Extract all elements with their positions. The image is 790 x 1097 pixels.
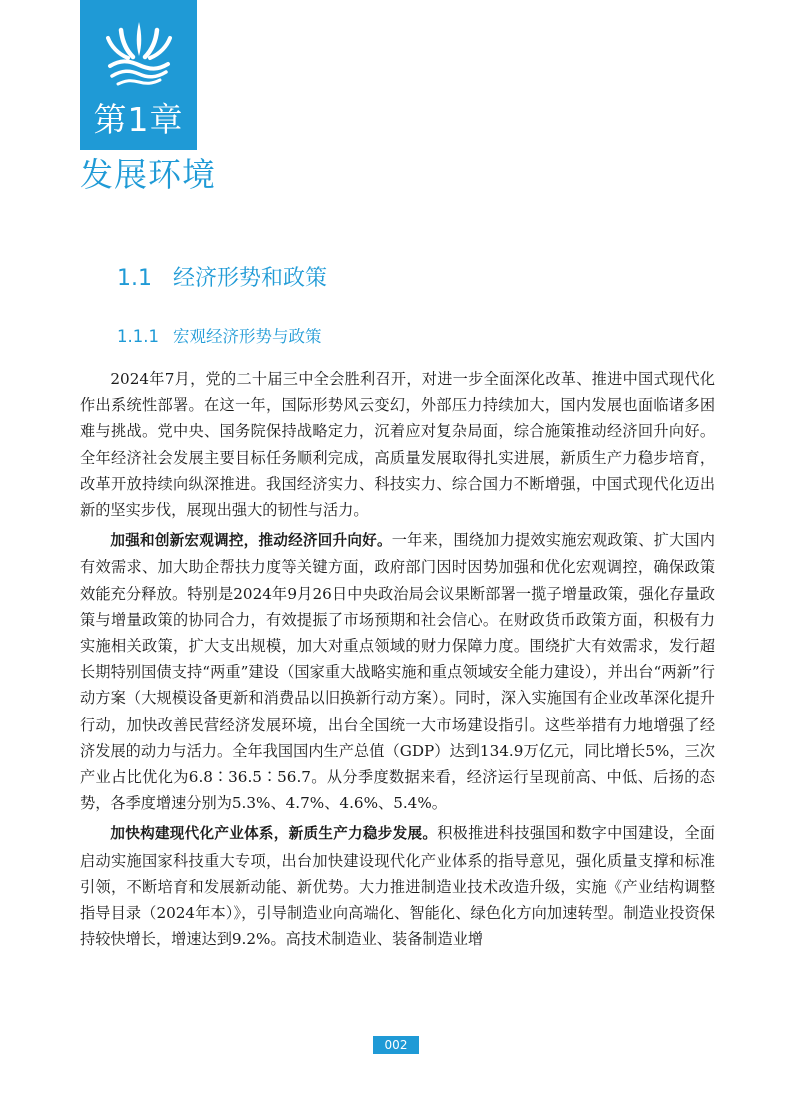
chapter-title: 发展环境 xyxy=(80,155,216,194)
paragraph-3-text: 积极推进科技强国和数字中国建设，全面启动实施国家科技重大专项，出台加快建设现代化产业体系的指导意见，强化质量支撑和标准引领，不断培育和发展新动能、新优势。大力推进制造业技术改造升级，实施《产业结构调整指导目录（2024年本）》，引导制造业向高端化、智能化、绿色化方向加速转型。制造业投资保持较快增长，增速达到9.2%。高技术制造业、装备制造业增 xyxy=(80,824,715,949)
section-title: 经济形势和政策 xyxy=(173,266,328,291)
section-number: 1.1 xyxy=(117,266,152,291)
paragraph-2-lead: 加强和创新宏观调控，推动经济回升向好。 xyxy=(110,532,392,550)
paragraph-1 xyxy=(80,366,715,523)
subsection-title: 宏观经济形势与政策 xyxy=(173,327,322,346)
paragraph-2-text: 一年来，围绕加力提效实施宏观政策、扩大国内有效需求、加大助企帮扶力度等关键方面，政府部门因时因势加强和优化宏观调控，确保政策效能充分释放。特别是2024年9月26日中央政治局会议果断部署一揽子增量政策，强化存量政策与增量政策的协同合力，有效提振了市场预期和社会信心。在财政货币政策方面，积极有力实施相关政策，扩大支出规模，加大对重点领域的财力保障力度。围绕扩大有效需求，发行超长期特别国债支持“两重”建设（国家重大战略实施和重点领域安全能力建设），并出台“两新”行动方案（大规模设备更新和消费品以旧换新行动方案）。同时，深入实施国有企业改革深化提升行动，加快改善民营经济发展环境，出台全国统一大市场建设指引。这些举措有力地增强了经济发展的动力与活力。全年我国国内生产总值（GDP）达到134.9万亿元，同比增长5%，三次产业占比优化为6.8∶36.5∶56.7。从分季度数据来看，经济运行呈现前高、中低、后扬的态势，各季度增速分别为5.3%、4.7%、4.6%、5.4%。 xyxy=(80,531,715,813)
section-heading xyxy=(117,262,327,296)
paragraph-3 xyxy=(80,820,715,952)
chapter-number: 第1章 xyxy=(93,100,184,139)
fountain-wave-logo-icon xyxy=(100,10,178,88)
paragraph-1-text: 2024年7月，党的二十届三中全会胜利召开，对进一步全面深化改革、推进中国式现代化作出系统性部署。在这一年，国际形势风云变幻，外部压力持续加大，国内发展也面临诸多困难与挑战。党中央、国务院保持战略定力，沉着应对复杂局面，综合施策推动经济回升向好。全年经济社会发展主要目标任务顺利完成，高质量发展取得扎实进展，新质生产力稳步培育，改革开放持续向纵深推进。我国经济实力、科技实力、综合国力不断增强，中国式现代化迈出新的坚实步伐，展现出强大的韧性与活力。 xyxy=(80,370,715,520)
paragraph-3-lead: 加快构建现代化产业体系，新质生产力稳步发展。 xyxy=(110,825,438,843)
subsection-number: 1.1.1 xyxy=(117,327,159,346)
paragraph-2 xyxy=(80,527,715,816)
body-text xyxy=(80,366,715,956)
chapter-banner xyxy=(80,0,197,150)
subsection-heading xyxy=(117,323,322,351)
page-number: 002 xyxy=(373,1036,419,1054)
